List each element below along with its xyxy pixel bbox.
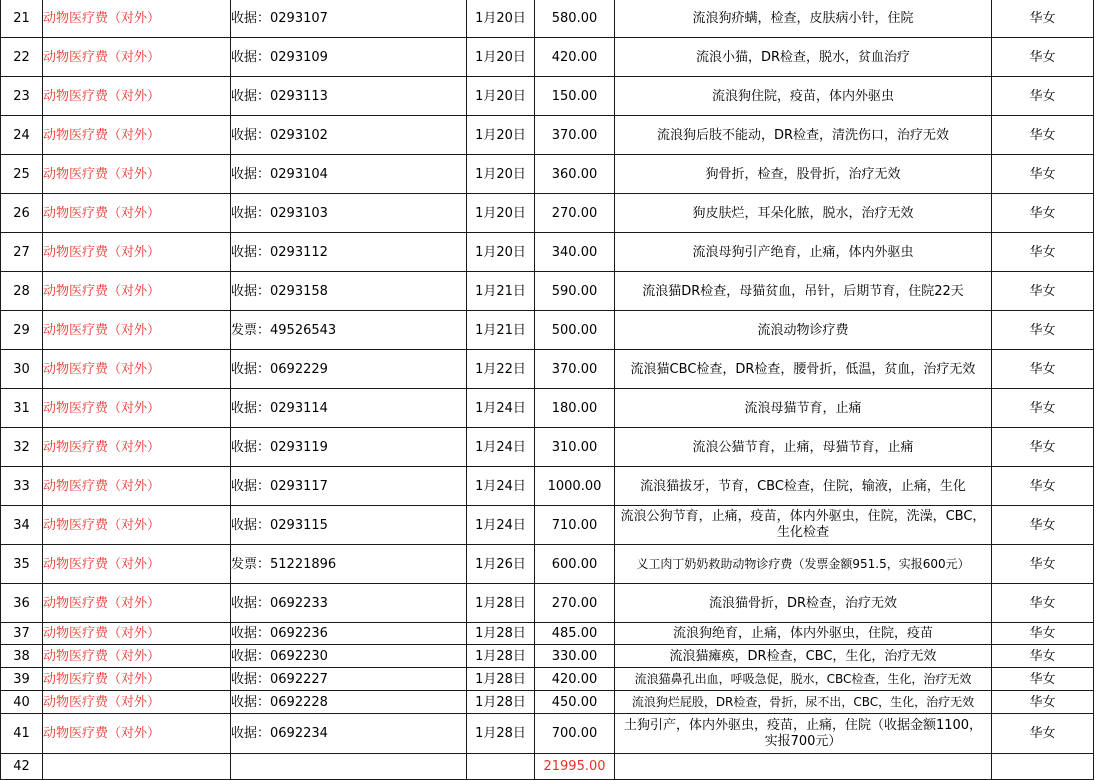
date-cell[interactable]: 1月26日 xyxy=(467,545,535,584)
amount-cell[interactable]: 500.00 xyxy=(535,311,615,350)
amount-cell[interactable]: 340.00 xyxy=(535,233,615,272)
table-row xyxy=(1,389,1094,428)
receipt-cell[interactable]: 收据：0293115 xyxy=(231,506,467,545)
category-cell[interactable]: 动物医疗费（对外） xyxy=(43,116,231,155)
row-number[interactable]: 21 xyxy=(1,0,43,38)
handler-cell[interactable]: 华女 xyxy=(992,194,1094,233)
amount-cell[interactable]: 180.00 xyxy=(535,389,615,428)
handler-cell[interactable]: 华女 xyxy=(992,645,1094,668)
handler-cell[interactable]: 华女 xyxy=(992,233,1094,272)
empty-cell[interactable] xyxy=(615,754,992,780)
empty-cell[interactable] xyxy=(231,754,467,780)
row-number[interactable]: 32 xyxy=(1,428,43,467)
table-row xyxy=(1,38,1094,77)
table-row xyxy=(1,0,1094,38)
handler-cell[interactable]: 华女 xyxy=(992,272,1094,311)
table-row xyxy=(1,350,1094,389)
total-row xyxy=(1,754,1094,780)
category-cell[interactable]: 动物医疗费（对外） xyxy=(43,623,231,645)
description-cell[interactable]: 流浪母猫节育，止痛 xyxy=(615,389,992,428)
date-cell[interactable]: 1月28日 xyxy=(467,691,535,714)
description-cell[interactable]: 狗皮肤烂，耳朵化脓，脱水，治疗无效 xyxy=(615,194,992,233)
description-cell[interactable]: 流浪猫DR检查，母猫贫血，吊针，后期节育，住院22天 xyxy=(615,272,992,311)
empty-cell[interactable] xyxy=(43,754,231,780)
date-cell[interactable]: 1月24日 xyxy=(467,389,535,428)
row-number[interactable]: 27 xyxy=(1,233,43,272)
table-row xyxy=(1,194,1094,233)
table-row xyxy=(1,428,1094,467)
category-cell[interactable]: 动物医疗费（对外） xyxy=(43,0,231,38)
receipt-cell[interactable]: 收据：0293104 xyxy=(231,155,467,194)
handler-cell[interactable]: 华女 xyxy=(992,311,1094,350)
category-cell[interactable]: 动物医疗费（对外） xyxy=(43,272,231,311)
date-cell[interactable]: 1月22日 xyxy=(467,350,535,389)
description-cell[interactable]: 流浪母狗引产绝育，止痛，体内外驱虫 xyxy=(615,233,992,272)
receipt-cell[interactable]: 收据：0692228 xyxy=(231,691,467,714)
receipt-cell[interactable]: 收据：0293109 xyxy=(231,38,467,77)
receipt-cell[interactable]: 收据：0293119 xyxy=(231,428,467,467)
description-cell[interactable]: 流浪猫拔牙，节育，CBC检查，住院，输液，止痛，生化 xyxy=(615,467,992,506)
table-body xyxy=(1,0,1094,780)
handler-cell[interactable]: 华女 xyxy=(992,691,1094,714)
receipt-cell[interactable]: 收据：0692229 xyxy=(231,350,467,389)
receipt-cell[interactable]: 收据：0293102 xyxy=(231,116,467,155)
receipt-cell[interactable]: 收据：0293103 xyxy=(231,194,467,233)
date-cell[interactable]: 1月20日 xyxy=(467,116,535,155)
description-cell[interactable]: 流浪猫骨折，DR检查，治疗无效 xyxy=(615,584,992,623)
row-number[interactable]: 22 xyxy=(1,38,43,77)
receipt-cell[interactable]: 收据：0293158 xyxy=(231,272,467,311)
row-number[interactable]: 35 xyxy=(1,545,43,584)
table-row xyxy=(1,668,1094,691)
category-cell[interactable]: 动物医疗费（对外） xyxy=(43,233,231,272)
description-cell[interactable]: 流浪公狗节育，止痛，疫苗，体内外驱虫，住院，洗澡，CBC，生化检查 xyxy=(615,506,992,545)
description-cell[interactable]: 流浪狗后肢不能动，DR检查，清洗伤口，治疗无效 xyxy=(615,116,992,155)
receipt-cell[interactable]: 收据：0692234 xyxy=(231,714,467,754)
row-number[interactable]: 38 xyxy=(1,645,43,668)
category-cell[interactable]: 动物医疗费（对外） xyxy=(43,506,231,545)
total-amount-cell[interactable]: 21995.00 xyxy=(535,754,615,780)
amount-cell[interactable]: 330.00 xyxy=(535,645,615,668)
category-cell[interactable]: 动物医疗费（对外） xyxy=(43,545,231,584)
receipt-cell[interactable]: 收据：0692236 xyxy=(231,623,467,645)
category-cell[interactable]: 动物医疗费（对外） xyxy=(43,668,231,691)
handler-cell[interactable]: 华女 xyxy=(992,506,1094,545)
table-row xyxy=(1,623,1094,645)
description-cell[interactable]: 流浪猫CBC检查，DR检查，腰骨折，低温，贫血，治疗无效 xyxy=(615,350,992,389)
description-cell[interactable]: 流浪猫瘫痪，DR检查，CBC，生化，治疗无效 xyxy=(615,645,992,668)
receipt-cell[interactable]: 收据：0293113 xyxy=(231,77,467,116)
amount-cell[interactable]: 270.00 xyxy=(535,194,615,233)
amount-cell[interactable]: 485.00 xyxy=(535,623,615,645)
handler-cell[interactable]: 华女 xyxy=(992,545,1094,584)
receipt-cell[interactable]: 收据：0293107 xyxy=(231,0,467,38)
amount-cell[interactable]: 150.00 xyxy=(535,77,615,116)
category-cell[interactable]: 动物医疗费（对外） xyxy=(43,645,231,668)
date-cell[interactable]: 1月21日 xyxy=(467,311,535,350)
description-cell[interactable]: 流浪动物诊疗费 xyxy=(615,311,992,350)
date-cell[interactable]: 1月28日 xyxy=(467,714,535,754)
table-row xyxy=(1,272,1094,311)
date-cell[interactable]: 1月20日 xyxy=(467,194,535,233)
table-row xyxy=(1,545,1094,584)
receipt-cell[interactable]: 收据：0293117 xyxy=(231,467,467,506)
category-cell[interactable]: 动物医疗费（对外） xyxy=(43,311,231,350)
handler-cell[interactable]: 华女 xyxy=(992,389,1094,428)
category-cell[interactable]: 动物医疗费（对外） xyxy=(43,155,231,194)
row-number[interactable]: 30 xyxy=(1,350,43,389)
receipt-cell[interactable]: 收据：0293114 xyxy=(231,389,467,428)
handler-cell[interactable]: 华女 xyxy=(992,714,1094,754)
amount-cell[interactable]: 420.00 xyxy=(535,38,615,77)
receipt-cell[interactable]: 收据：0692230 xyxy=(231,645,467,668)
table-row xyxy=(1,155,1094,194)
handler-cell[interactable]: 华女 xyxy=(992,0,1094,38)
row-number[interactable]: 24 xyxy=(1,116,43,155)
table-row xyxy=(1,467,1094,506)
amount-cell[interactable]: 710.00 xyxy=(535,506,615,545)
date-cell[interactable]: 1月20日 xyxy=(467,233,535,272)
amount-cell[interactable]: 270.00 xyxy=(535,584,615,623)
date-cell[interactable]: 1月28日 xyxy=(467,584,535,623)
amount-cell[interactable]: 370.00 xyxy=(535,350,615,389)
row-number[interactable]: 34 xyxy=(1,506,43,545)
date-cell[interactable]: 1月28日 xyxy=(467,623,535,645)
date-cell[interactable]: 1月24日 xyxy=(467,506,535,545)
date-cell[interactable]: 1月21日 xyxy=(467,272,535,311)
date-cell[interactable]: 1月24日 xyxy=(467,467,535,506)
date-cell[interactable]: 1月28日 xyxy=(467,668,535,691)
table-row xyxy=(1,645,1094,668)
table-row xyxy=(1,311,1094,350)
receipt-cell[interactable]: 收据：0293112 xyxy=(231,233,467,272)
row-number[interactable]: 31 xyxy=(1,389,43,428)
description-cell[interactable]: 流浪猫鼻孔出血，呼吸急促，脱水，CBC检查，生化，治疗无效 xyxy=(615,668,992,691)
category-cell[interactable]: 动物医疗费（对外） xyxy=(43,584,231,623)
amount-cell[interactable]: 420.00 xyxy=(535,668,615,691)
handler-cell[interactable]: 华女 xyxy=(992,428,1094,467)
date-cell[interactable]: 1月20日 xyxy=(467,38,535,77)
description-cell[interactable]: 流浪公猫节育，止痛，母猫节育，止痛 xyxy=(615,428,992,467)
category-cell[interactable]: 动物医疗费（对外） xyxy=(43,350,231,389)
amount-cell[interactable]: 310.00 xyxy=(535,428,615,467)
description-cell[interactable]: 流浪狗住院，疫苗，体内外驱虫 xyxy=(615,77,992,116)
table-row xyxy=(1,584,1094,623)
table-row xyxy=(1,116,1094,155)
category-cell[interactable]: 动物医疗费（对外） xyxy=(43,389,231,428)
description-cell[interactable]: 土狗引产，体内外驱虫，疫苗，止痛，住院（收据金额1100，实报700元） xyxy=(615,714,992,754)
row-number[interactable]: 28 xyxy=(1,272,43,311)
receipt-cell[interactable]: 发票：51221896 xyxy=(231,545,467,584)
amount-cell[interactable]: 590.00 xyxy=(535,272,615,311)
category-cell[interactable]: 动物医疗费（对外） xyxy=(43,691,231,714)
handler-cell[interactable]: 华女 xyxy=(992,38,1094,77)
empty-cell[interactable] xyxy=(992,754,1094,780)
handler-cell[interactable]: 华女 xyxy=(992,584,1094,623)
date-cell[interactable]: 1月20日 xyxy=(467,155,535,194)
table-row xyxy=(1,714,1094,754)
handler-cell[interactable]: 华女 xyxy=(992,77,1094,116)
description-cell[interactable]: 流浪狗绝育，止痛，体内外驱虫，住院，疫苗 xyxy=(615,623,992,645)
amount-cell[interactable]: 360.00 xyxy=(535,155,615,194)
handler-cell[interactable]: 华女 xyxy=(992,623,1094,645)
row-number[interactable]: 26 xyxy=(1,194,43,233)
receipt-cell[interactable]: 收据：0692227 xyxy=(231,668,467,691)
handler-cell[interactable]: 华女 xyxy=(992,467,1094,506)
date-cell[interactable]: 1月24日 xyxy=(467,428,535,467)
row-number[interactable]: 37 xyxy=(1,623,43,645)
amount-cell[interactable]: 1000.00 xyxy=(535,467,615,506)
table-row xyxy=(1,77,1094,116)
receipt-cell[interactable]: 收据：0692233 xyxy=(231,584,467,623)
table-row xyxy=(1,691,1094,714)
category-cell[interactable]: 动物医疗费（对外） xyxy=(43,428,231,467)
row-number[interactable]: 40 xyxy=(1,691,43,714)
amount-cell[interactable]: 370.00 xyxy=(535,116,615,155)
category-cell[interactable]: 动物医疗费（对外） xyxy=(43,77,231,116)
handler-cell[interactable]: 华女 xyxy=(992,350,1094,389)
category-cell[interactable]: 动物医疗费（对外） xyxy=(43,714,231,754)
table-row xyxy=(1,233,1094,272)
handler-cell[interactable]: 华女 xyxy=(992,116,1094,155)
row-number[interactable]: 42 xyxy=(1,754,43,780)
table-row xyxy=(1,506,1094,545)
description-cell[interactable]: 流浪小猫，DR检查，脱水，贫血治疗 xyxy=(615,38,992,77)
row-number[interactable]: 36 xyxy=(1,584,43,623)
category-cell[interactable]: 动物医疗费（对外） xyxy=(43,467,231,506)
date-cell[interactable]: 1月20日 xyxy=(467,0,535,38)
row-number[interactable]: 29 xyxy=(1,311,43,350)
row-number[interactable]: 33 xyxy=(1,467,43,506)
description-cell[interactable]: 流浪狗烂屁股，DR检查，骨折，尿不出，CBC，生化，治疗无效 xyxy=(615,691,992,714)
amount-cell[interactable]: 600.00 xyxy=(535,545,615,584)
amount-cell[interactable]: 700.00 xyxy=(535,714,615,754)
receipt-cell[interactable]: 发票：49526543 xyxy=(231,311,467,350)
empty-cell[interactable] xyxy=(467,754,535,780)
amount-cell[interactable]: 580.00 xyxy=(535,0,615,38)
row-number[interactable]: 39 xyxy=(1,668,43,691)
handler-cell[interactable]: 华女 xyxy=(992,155,1094,194)
category-cell[interactable]: 动物医疗费（对外） xyxy=(43,38,231,77)
description-cell[interactable]: 狗骨折，检查，股骨折，治疗无效 xyxy=(615,155,992,194)
date-cell[interactable]: 1月20日 xyxy=(467,77,535,116)
row-number[interactable]: 23 xyxy=(1,77,43,116)
row-number[interactable]: 41 xyxy=(1,714,43,754)
date-cell[interactable]: 1月28日 xyxy=(467,645,535,668)
category-cell[interactable]: 动物医疗费（对外） xyxy=(43,194,231,233)
handler-cell[interactable]: 华女 xyxy=(992,668,1094,691)
amount-cell[interactable]: 450.00 xyxy=(535,691,615,714)
row-number[interactable]: 25 xyxy=(1,155,43,194)
description-cell[interactable]: 流浪狗疥螨，检查，皮肤病小针，住院 xyxy=(615,0,992,38)
description-cell[interactable]: 义工肉丁奶奶救助动物诊疗费（发票金额951.5，实报600元） xyxy=(615,545,992,584)
